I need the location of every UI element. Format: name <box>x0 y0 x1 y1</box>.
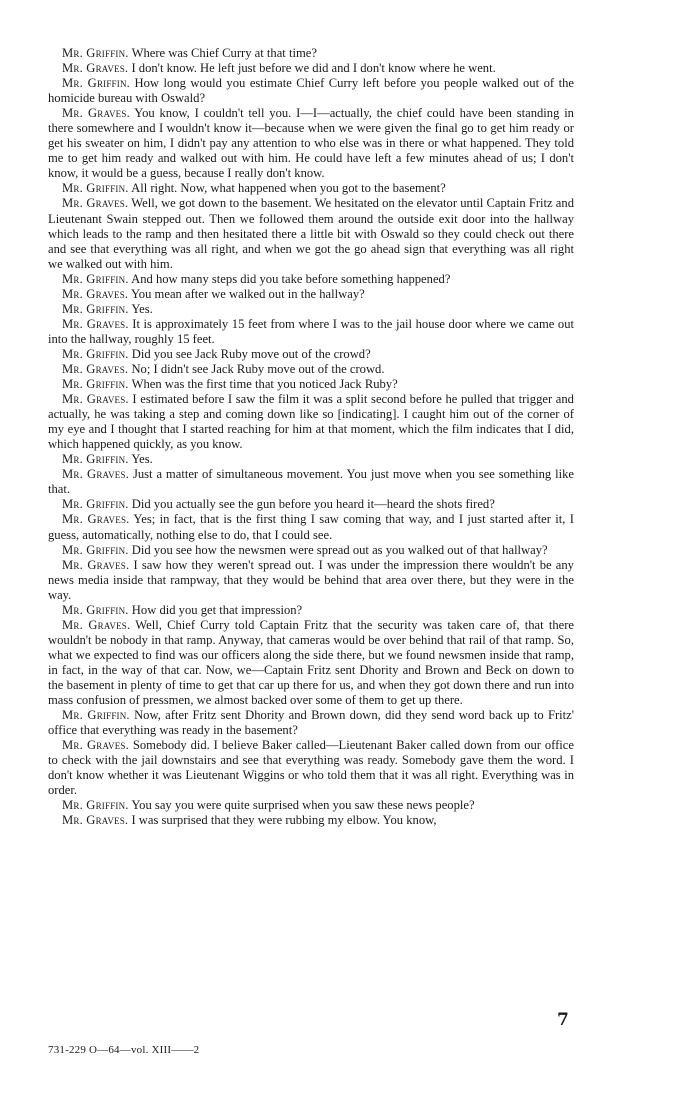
speaker-name: Mr. Griffin. <box>62 346 129 361</box>
speaker-name: Mr. Graves. <box>62 361 129 376</box>
testimony-paragraph <box>48 181 574 196</box>
speaker-name: Mr. Griffin. <box>62 181 129 196</box>
testimony-paragraph <box>48 618 574 708</box>
speaker-name: Mr. Graves. <box>62 106 130 121</box>
speaker-name: Mr. Graves. <box>62 467 130 482</box>
testimony-paragraph <box>48 317 574 347</box>
paragraph-text: Did you actually see the gun before you heard it—heard the shots fired? <box>128 497 495 512</box>
speaker-name: Mr. Griffin. <box>62 708 130 723</box>
testimony-paragraph <box>48 377 574 392</box>
testimony-paragraph <box>48 196 574 271</box>
paragraph-text: Somebody did. I believe Baker called—Lieutenant Baker called down from our office to check with the jail downstairs and see that everything was ready. Somebody gave them the word. I don't know whether it was Lieutenant Wiggins or who told them that it was all right. Everything was in order. <box>48 738 574 798</box>
paragraph-text: I was surprised that they were rubbing my elbow. You know, <box>128 813 437 828</box>
page-number: 7 <box>557 1010 569 1030</box>
speaker-name: Mr. Griffin. <box>62 602 129 617</box>
paragraph-text: I estimated before I saw the film it was a split second before he pulled that trigger and actually, he was taking a step and coming down like so [indicating]. I caught him out of the corner of my eye and I thought that I started reaching for him at that moment, which the film indicates that I did, which happened quickly, as you know. <box>48 392 574 452</box>
speaker-name: Mr. Griffin. <box>62 46 129 60</box>
testimony-paragraph <box>48 61 574 76</box>
testimony-paragraph <box>48 272 574 287</box>
speaker-name: Mr. Graves. <box>62 617 131 632</box>
speaker-name: Mr. Graves. <box>62 316 129 331</box>
paragraph-text: Yes. <box>128 301 153 316</box>
testimony-paragraph <box>48 798 574 813</box>
paragraph-text: Yes. <box>128 452 153 467</box>
testimony-paragraph <box>48 452 574 467</box>
testimony-paragraph <box>48 497 574 512</box>
paragraph-text: When was the first time that you noticed Jack Ruby? <box>128 377 398 392</box>
testimony-paragraph <box>48 362 574 377</box>
paragraph-text: Where was Chief Curry at that time? <box>128 46 317 60</box>
testimony-paragraph <box>48 543 574 558</box>
speaker-name: Mr. Graves. <box>62 196 129 211</box>
speaker-name: Mr. Graves. <box>62 61 129 76</box>
paragraph-text: Did you see Jack Ruby move out of the crowd? <box>128 346 371 361</box>
paragraph-text: I saw how they weren't spread out. I was under the impression there wouldn't be any news media inside that rampway, that they would be behind that area over there, but they were in the way. <box>48 557 574 602</box>
paragraph-text: You know, I couldn't tell you. I—I—actually, the chief could have been standing in there somewhere and I wouldn't know it—because when we were given the final go to get him ready or get his sweater on him, I didn't pay any attention to who else was in there or what happened. They told me to get him ready and walked out with him. He could have left a few minutes ahead of us; I don't know, it would be a guess, because I really don't know. <box>48 106 574 181</box>
speaker-name: Mr. Griffin. <box>62 452 129 467</box>
paragraph-text: Did you see how the newsmen were spread out as you walked out of that hallway? <box>128 542 548 557</box>
speaker-name: Mr. Graves. <box>62 286 129 301</box>
speaker-name: Mr. Griffin. <box>62 76 131 91</box>
paragraph-text: Just a matter of simultaneous movement. You just move when you see something like that. <box>48 467 574 497</box>
speaker-name: Mr. Graves. <box>62 512 130 527</box>
print-code: 731-229 O—64—vol. XIII——2 <box>48 1044 200 1056</box>
paragraph-text: It is approximately 15 feet from where I was to the jail house door where we came out into the hallway, roughly 15 feet. <box>48 316 574 346</box>
speaker-name: Mr. Griffin. <box>62 798 129 813</box>
testimony-paragraph <box>48 347 574 362</box>
paragraph-text: And how many steps did you take before something happened? <box>128 271 451 286</box>
testimony-paragraph <box>48 467 574 497</box>
paragraph-text: Well, Chief Curry told Captain Fritz that the security was taken care of, that there wouldn't be nobody in that ramp. Anyway, that cameras would be over behind that rail of that ramp. So, what we expected to find was our officers along the side there, but we found newsmen inside that ramp, in fact, in the way of that car. Now, we—Captain Fritz sent Dhority and Brown and Beck on down to the basement in plenty of time to get that car up there for us, and when they got down there and run into mass confusion of pressmen, we almost backed over some of them to get up there. <box>48 617 574 708</box>
paragraph-text: You say you were quite surprised when you saw these news people? <box>128 798 475 813</box>
speaker-name: Mr. Griffin. <box>62 497 129 512</box>
testimony-paragraph <box>48 603 574 618</box>
testimony-paragraph <box>48 512 574 542</box>
paragraph-text: No; I didn't see Jack Ruby move out of the crowd. <box>128 361 385 376</box>
speaker-name: Mr. Griffin. <box>62 301 129 316</box>
speaker-name: Mr. Griffin. <box>62 542 129 557</box>
testimony-paragraph <box>48 302 574 317</box>
testimony-paragraph <box>48 46 574 61</box>
testimony-paragraph <box>48 813 574 828</box>
testimony-paragraph <box>48 708 574 738</box>
paragraph-text: You mean after we walked out in the hallway? <box>128 286 365 301</box>
paragraph-text: All right. Now, what happened when you got to the basement? <box>128 181 446 196</box>
paragraph-text: Now, after Fritz sent Dhority and Brown down, did they send word back up to Fritz' office that everything was ready in the basement? <box>48 708 574 738</box>
testimony-paragraph <box>48 558 574 603</box>
paragraph-text: I don't know. He left just before we did and I don't know where he went. <box>128 61 496 76</box>
paragraph-text: How long would you estimate Chief Curry left before you people walked out of the homicide bureau with Oswald? <box>48 76 574 106</box>
paragraph-text: How did you get that impression? <box>128 602 303 617</box>
paragraph-text: Yes; in fact, that is the first thing I saw coming that way, and I just started after it, I guess, automatically, nothing else to do, that I could see. <box>48 512 574 542</box>
speaker-name: Mr. Griffin. <box>62 271 129 286</box>
testimony-paragraph <box>48 738 574 798</box>
paragraph-text: Well, we got down to the basement. We hesitated on the elevator until Captain Fritz and Lieutenant Swain stepped out. Then we followed them around the outside exit door into the hallway which leads to the ramp and then hesitated there a little bit with Oswald so they could check out there and see that everything was all right, and when we got the go ahead sign that everything was all right we walked out with him. <box>48 196 574 271</box>
speaker-name: Mr. Graves. <box>62 813 129 828</box>
testimony-paragraph <box>48 76 574 106</box>
speaker-name: Mr. Graves. <box>62 738 129 753</box>
testimony-body <box>48 46 574 828</box>
speaker-name: Mr. Griffin. <box>62 377 129 392</box>
testimony-paragraph <box>48 392 574 452</box>
testimony-paragraph <box>48 106 574 181</box>
testimony-paragraph <box>48 287 574 302</box>
speaker-name: Mr. Graves. <box>62 557 130 572</box>
speaker-name: Mr. Graves. <box>62 392 129 407</box>
